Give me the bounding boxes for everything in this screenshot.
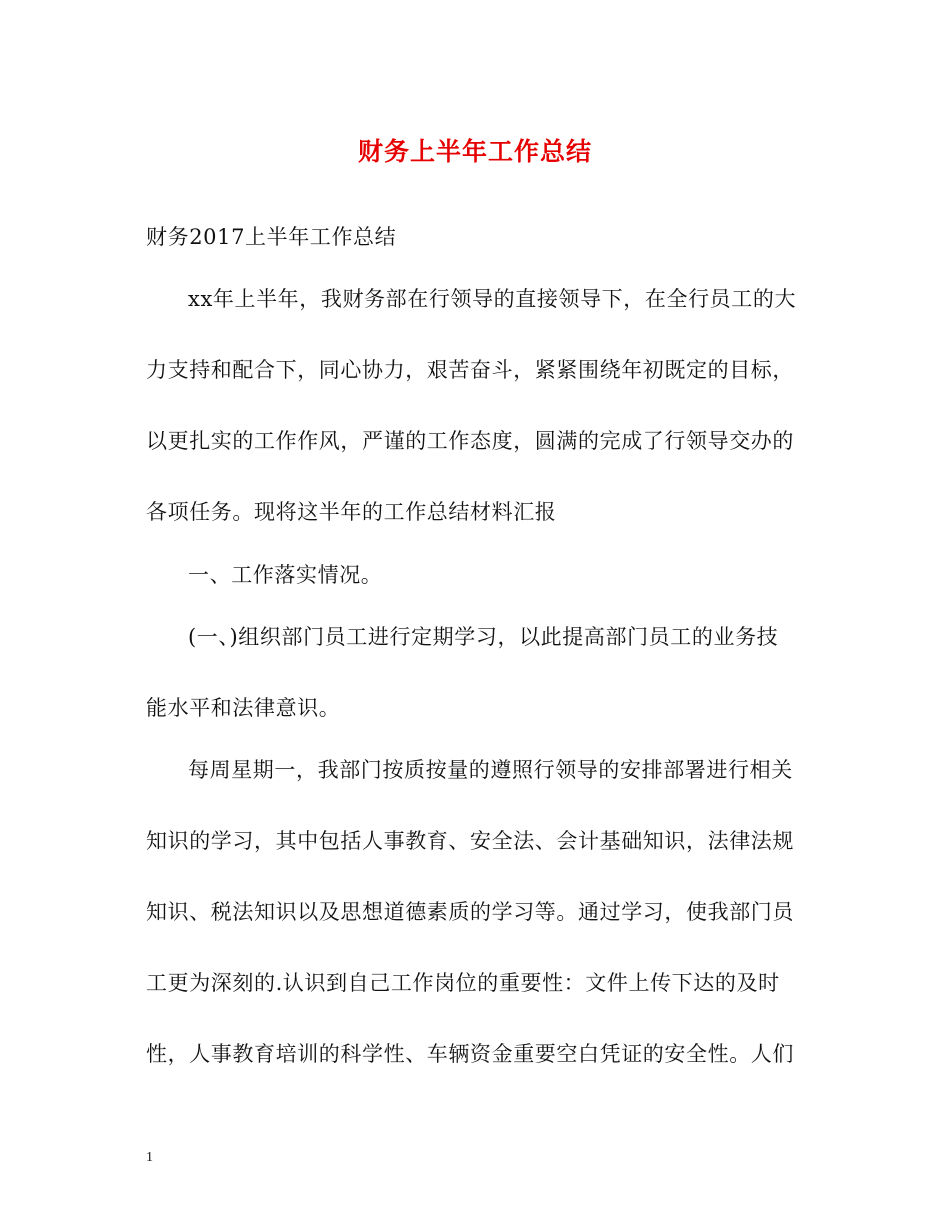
page-number: 1 [146,1150,153,1165]
paragraph-line: (一、)组织部门员工进行定期学习，以此提高部门员工的业务技 [188,625,779,649]
document-subtitle: 财务2017上半年工作总结 [146,225,397,249]
paragraph-line: 性，人事教育培训的科学性、车辆资金重要空白凭证的安全性。人们 [146,1042,794,1066]
paragraph-line: 以更扎实的工作作风，严谨的工作态度，圆满的完成了行领导交办的 [146,429,794,453]
paragraph-line: xx年上半年，我财务部在行领导的直接领导下，在全行员工的大 [188,287,797,311]
document-title: 财务上半年工作总结 [357,137,592,166]
paragraph-line: 工更为深刻的.认识到自己工作岗位的重要性：文件上传下达的及时 [146,971,780,995]
paragraph-line: 力支持和配合下，同心协力，艰苦奋斗，紧紧围绕年初既定的目标， [146,358,794,382]
paragraph-line: 知识、税法知识以及思想道德素质的学习等。通过学习，使我部门员 [146,900,794,924]
paragraph-line: 知识的学习，其中包括人事教育、安全法、会计基础知识，法律法规 [146,829,794,853]
paragraph-line: 各项任务。现将这半年的工作总结材料汇报 [146,500,557,524]
paragraph-line: 每周星期一，我部门按质按量的遵照行领导的安排部署进行相关 [188,758,793,782]
paragraph-line: 能水平和法律意识。 [146,696,341,720]
section-heading: 一、工作落实情况。 [188,563,383,587]
